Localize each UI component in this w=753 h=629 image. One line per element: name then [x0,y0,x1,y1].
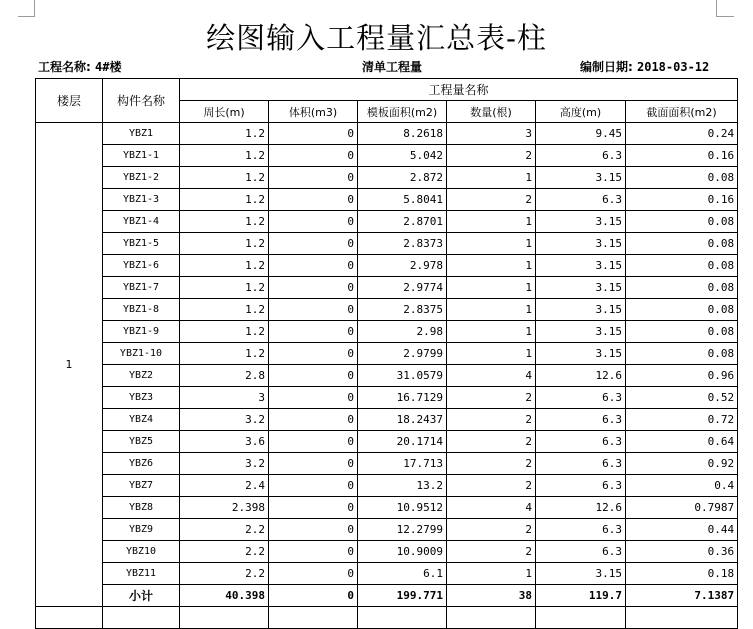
value-cell: 2 [447,409,536,431]
table-row [36,387,738,409]
value-cell: 1.2 [180,299,269,321]
subtotal-value: 7.1387 [626,585,738,607]
component-name: YBZ3 [103,387,180,409]
value-cell: 1 [447,255,536,277]
value-cell: 13.2 [358,475,447,497]
subtotal-value: 119.7 [536,585,626,607]
table-row [36,255,738,277]
value-cell: 12.6 [536,497,626,519]
component-name: YBZ1 [103,123,180,145]
value-cell: 0 [269,189,358,211]
value-cell: 0.4 [626,475,738,497]
page-title: 绘图输入工程量汇总表-柱 [206,21,547,55]
value-cell: 2.8701 [358,211,447,233]
value-cell: 3.6 [180,431,269,453]
value-cell: 1 [447,563,536,585]
component-name: YBZ11 [103,563,180,585]
value-cell: 1 [447,277,536,299]
value-cell: 2 [447,387,536,409]
corner-mark-right [716,0,717,16]
value-cell: 2 [447,189,536,211]
value-cell: 0 [269,255,358,277]
value-cell: 0 [269,387,358,409]
corner-mark-right-h [716,16,734,17]
value-cell: 2.9774 [358,277,447,299]
table-row [36,431,738,453]
table-row [36,277,738,299]
value-cell: 6.3 [536,453,626,475]
table-row [36,343,738,365]
date-info [580,60,709,74]
value-cell: 1.2 [180,233,269,255]
value-cell: 2.2 [180,541,269,563]
value-cell: 0 [269,431,358,453]
empty-cell [536,607,626,629]
value-cell: 3.15 [536,277,626,299]
value-cell: 4 [447,365,536,387]
value-cell: 1.2 [180,321,269,343]
value-cell: 0.08 [626,299,738,321]
value-cell: 1 [447,233,536,255]
value-cell: 1.2 [180,255,269,277]
component-name: YBZ5 [103,431,180,453]
col-header: 数量(根) [447,101,536,123]
value-cell: 2 [447,431,536,453]
component-name: YBZ1-6 [103,255,180,277]
component-name: YBZ1-7 [103,277,180,299]
project-info [38,60,121,74]
component-name: YBZ7 [103,475,180,497]
table-row [36,475,738,497]
value-cell: 8.2618 [358,123,447,145]
col-header: 截面面积(m2) [626,101,738,123]
value-cell: 6.3 [536,431,626,453]
value-cell: 0 [269,321,358,343]
component-name: YBZ2 [103,365,180,387]
value-cell: 3 [180,387,269,409]
component-name: YBZ1-2 [103,167,180,189]
col-header: 周长(m) [180,101,269,123]
empty-cell [358,607,447,629]
value-cell: 2.8373 [358,233,447,255]
value-cell: 2.4 [180,475,269,497]
value-cell: 0.7987 [626,497,738,519]
subtotal-row [36,585,738,607]
value-cell: 0.24 [626,123,738,145]
value-cell: 3.15 [536,321,626,343]
value-cell: 0 [269,541,358,563]
value-cell: 6.3 [536,387,626,409]
value-cell: 9.45 [536,123,626,145]
value-cell: 0.72 [626,409,738,431]
component-name: YBZ4 [103,409,180,431]
value-cell: 3.2 [180,453,269,475]
value-cell: 5.042 [358,145,447,167]
quantity-table [35,78,738,629]
value-cell: 2.872 [358,167,447,189]
value-cell: 0 [269,343,358,365]
table-row [36,167,738,189]
value-cell: 0 [269,277,358,299]
component-name: YBZ1-3 [103,189,180,211]
value-cell: 1.2 [180,167,269,189]
component-name: YBZ6 [103,453,180,475]
table-row [36,563,738,585]
value-cell: 0.18 [626,563,738,585]
value-cell: 0.16 [626,145,738,167]
value-cell: 0.08 [626,255,738,277]
value-cell: 0 [269,299,358,321]
empty-cell [103,607,180,629]
table-row [36,233,738,255]
table-row [36,541,738,563]
value-cell: 2.8 [180,365,269,387]
component-name: YBZ10 [103,541,180,563]
value-cell: 6.3 [536,189,626,211]
value-cell: 1 [447,167,536,189]
subtotal-label: 小计 [103,585,180,607]
component-name: YBZ1-9 [103,321,180,343]
component-name: YBZ1-4 [103,211,180,233]
value-cell: 0.08 [626,343,738,365]
empty-cell [180,607,269,629]
subtotal-value: 0 [269,585,358,607]
table-row [36,123,738,145]
value-cell: 4 [447,497,536,519]
value-cell: 6.3 [536,145,626,167]
header-row-1 [36,79,738,101]
value-cell: 2 [447,145,536,167]
value-cell: 2 [447,453,536,475]
value-cell: 0 [269,497,358,519]
value-cell: 1.2 [180,211,269,233]
value-cell: 3.15 [536,299,626,321]
empty-cell [626,607,738,629]
value-cell: 0 [269,365,358,387]
value-cell: 1.2 [180,343,269,365]
value-cell: 12.6 [536,365,626,387]
subtotal-value: 40.398 [180,585,269,607]
value-cell: 2.2 [180,519,269,541]
value-cell: 0.64 [626,431,738,453]
table-row [36,299,738,321]
value-cell: 6.3 [536,475,626,497]
component-name: YBZ1-8 [103,299,180,321]
floor-header: 楼层 [36,79,103,123]
value-cell: 18.2437 [358,409,447,431]
component-name: YBZ1-10 [103,343,180,365]
value-cell: 0 [269,453,358,475]
value-cell: 6.3 [536,519,626,541]
value-cell: 0.44 [626,519,738,541]
value-cell: 3.15 [536,211,626,233]
value-cell: 0.16 [626,189,738,211]
value-cell: 1.2 [180,277,269,299]
value-cell: 1.2 [180,145,269,167]
value-cell: 2.98 [358,321,447,343]
value-cell: 0 [269,211,358,233]
date-label: 编制日期: [580,60,633,74]
table-row [36,145,738,167]
value-cell: 1 [447,321,536,343]
value-cell: 2 [447,541,536,563]
quantity-group-header: 工程量名称 [180,79,738,101]
component-header: 构件名称 [103,79,180,123]
value-cell: 0.08 [626,277,738,299]
table-row [36,211,738,233]
value-cell: 0 [269,233,358,255]
table-row [36,189,738,211]
value-cell: 0.92 [626,453,738,475]
value-cell: 1.2 [180,189,269,211]
project-label: 工程名称: [38,60,91,74]
value-cell: 3.15 [536,167,626,189]
value-cell: 16.7129 [358,387,447,409]
value-cell: 2.398 [180,497,269,519]
value-cell: 3.15 [536,255,626,277]
component-name: YBZ9 [103,519,180,541]
empty-cell [269,607,358,629]
value-cell: 0 [269,475,358,497]
value-cell: 0 [269,167,358,189]
empty-cell [36,607,103,629]
value-cell: 0.52 [626,387,738,409]
value-cell: 3.15 [536,233,626,255]
value-cell: 2.978 [358,255,447,277]
value-cell: 3.15 [536,563,626,585]
project-value: 4#楼 [95,60,122,74]
table-row [36,409,738,431]
value-cell: 1.2 [180,123,269,145]
value-cell: 1 [447,211,536,233]
value-cell: 31.0579 [358,365,447,387]
value-cell: 2.9799 [358,343,447,365]
value-cell: 1 [447,299,536,321]
value-cell: 0 [269,145,358,167]
component-name: YBZ8 [103,497,180,519]
table-row [36,519,738,541]
table-body [36,123,738,629]
value-cell: 6.1 [358,563,447,585]
value-cell: 0 [269,563,358,585]
table-row [36,453,738,475]
floor-cell: 1 [36,123,103,607]
component-name: YBZ1-1 [103,145,180,167]
value-cell: 10.9009 [358,541,447,563]
value-cell: 3 [447,123,536,145]
value-cell: 10.9512 [358,497,447,519]
col-header: 体积(m3) [269,101,358,123]
col-header: 模板面积(m2) [358,101,447,123]
value-cell: 0 [269,123,358,145]
next-floor-row-partial [36,607,738,629]
list-type: 清单工程量 [362,60,423,74]
value-cell: 6.3 [536,541,626,563]
value-cell: 1 [447,343,536,365]
value-cell: 20.1714 [358,431,447,453]
value-cell: 0.08 [626,167,738,189]
value-cell: 12.2799 [358,519,447,541]
empty-cell [447,607,536,629]
value-cell: 3.2 [180,409,269,431]
value-cell: 17.713 [358,453,447,475]
value-cell: 0.08 [626,321,738,343]
subtotal-value: 38 [447,585,536,607]
value-cell: 2.8375 [358,299,447,321]
value-cell: 2 [447,519,536,541]
value-cell: 0 [269,409,358,431]
value-cell: 3.15 [536,343,626,365]
corner-mark-left-h [18,16,35,17]
corner-mark-left [34,0,35,16]
date-value: 2018-03-12 [637,60,710,74]
value-cell: 5.8041 [358,189,447,211]
value-cell: 6.3 [536,409,626,431]
table-row [36,365,738,387]
value-cell: 0.08 [626,233,738,255]
value-cell: 2.2 [180,563,269,585]
col-header: 高度(m) [536,101,626,123]
value-cell: 0 [269,519,358,541]
table-row [36,497,738,519]
table-row [36,321,738,343]
value-cell: 2 [447,475,536,497]
value-cell: 0.96 [626,365,738,387]
component-name: YBZ1-5 [103,233,180,255]
subtotal-value: 199.771 [358,585,447,607]
value-cell: 0.08 [626,211,738,233]
value-cell: 0.36 [626,541,738,563]
